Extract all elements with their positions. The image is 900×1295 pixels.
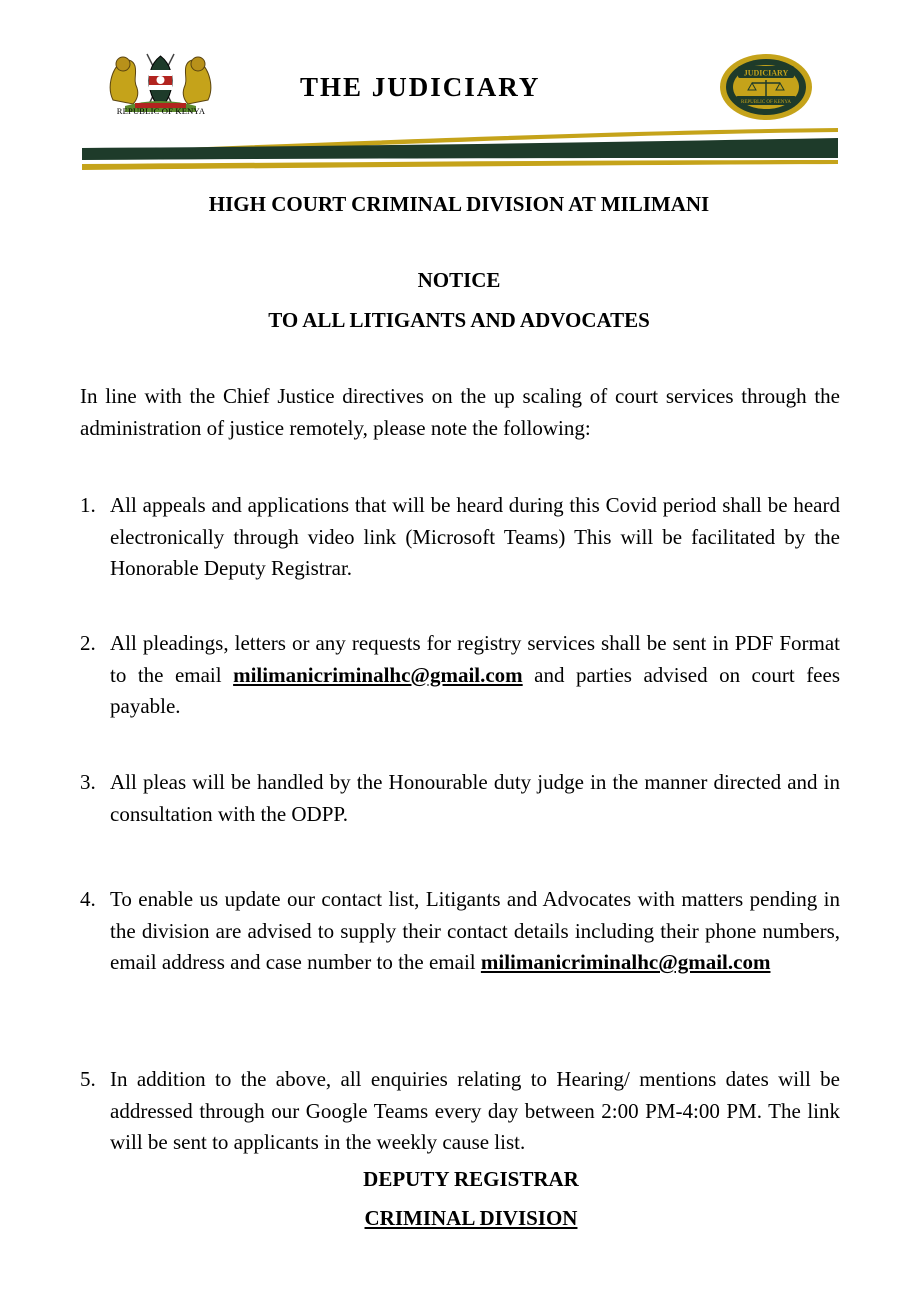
item-number: 5. bbox=[80, 1067, 96, 1091]
seal-text-bottom: REPUBLIC OF KENYA bbox=[740, 100, 792, 105]
email-link[interactable]: milimanicriminalhc@gmail.com bbox=[480, 950, 771, 974]
letterhead bbox=[0, 0, 900, 180]
intro-paragraph: In line with the Chief Justice directives on the up scaling of court services through the administration of justice remotely, please note the following: bbox=[80, 384, 840, 440]
signature-title: DEPUTY REGISTRAR bbox=[363, 1167, 579, 1191]
signature-division: CRIMINAL DIVISION bbox=[364, 1206, 578, 1230]
item-text: In addition to the above, all enquiries relating to Hearing/ mentions dates will be addressed through our Google Teams every day between 2:00 PM-4:00 PM. The link will be sent to applicants in the weekly cause list. bbox=[110, 1067, 840, 1154]
list-item bbox=[80, 490, 840, 585]
item-text: All pleadings, letters or any requests for registry services shall be sent in PDF Format to the email milimanicriminalhc@gmail.com and parties advised on court fees payable. bbox=[110, 631, 840, 718]
item-text: All pleas will be handled by the Honourable duty judge in the manner directed and in consultation with the ODPP. bbox=[110, 770, 840, 826]
item-number: 2. bbox=[80, 631, 96, 655]
item-text: All appeals and applications that will be heard during this Covid period shall be heard electronically through video link (Microsoft Teams) This will be facilitated by the Honorable Deputy Registrar. bbox=[110, 493, 840, 580]
item-text: To enable us update our contact list, Litigants and Advocates with matters pending in the division are advised to supply their contact details including their phone numbers, email address and case number to the email milimanicriminalhc@gmail.com bbox=[110, 887, 840, 974]
judiciary-seal-icon bbox=[718, 52, 814, 122]
coat-caption: REPUBLIC OF KENYA bbox=[116, 106, 206, 116]
item-number: 1. bbox=[80, 493, 96, 517]
court-title: HIGH COURT CRIMINAL DIVISION AT MILIMANI bbox=[208, 192, 710, 216]
email-link[interactable]: milimanicriminalhc@gmail.com bbox=[233, 662, 523, 687]
item-number: 3. bbox=[80, 770, 96, 794]
item-number: 4. bbox=[80, 887, 96, 911]
notice-title: NOTICE bbox=[417, 268, 501, 292]
notice-subtitle: TO ALL LITIGANTS AND ADVOCATES bbox=[268, 308, 650, 332]
list-item bbox=[80, 884, 840, 979]
list-item bbox=[80, 628, 840, 723]
page-title: THE JUDICIARY bbox=[300, 72, 541, 102]
list-item bbox=[80, 767, 840, 830]
list-item bbox=[80, 1064, 840, 1159]
header-swoosh bbox=[0, 118, 900, 180]
seal-text-top: JUDICIARY bbox=[743, 68, 789, 78]
